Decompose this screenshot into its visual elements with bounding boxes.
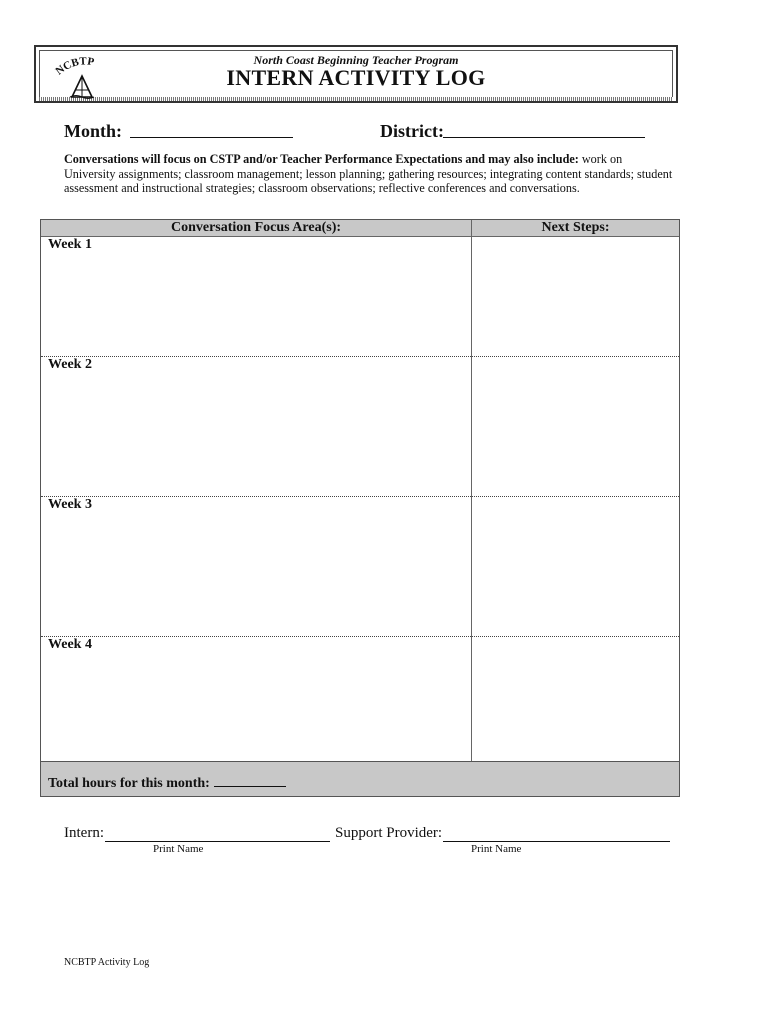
week-4-label: Week 4 <box>48 637 92 652</box>
header-conversation-focus: Conversation Focus Area(s): <box>170 220 342 235</box>
intro-text: work on University assignments; classroom management; lesson planning; gathering resources; integrating content standards; student assessment and instructional strategies; classroom observations; reflective conferences and conversations. <box>64 152 673 196</box>
week-3-label: Week 3 <box>48 497 92 512</box>
week-1-label: Week 1 <box>48 237 92 252</box>
header-box <box>34 45 678 103</box>
total-hours-field[interactable] <box>214 774 286 787</box>
row-divider <box>41 636 679 637</box>
month-label: Month: <box>64 121 122 141</box>
activity-log-table <box>40 219 680 797</box>
district-label: District: <box>380 121 444 141</box>
district-field[interactable] <box>443 137 645 138</box>
intern-label: Intern: <box>64 825 104 841</box>
total-hours-text: Total hours for this month: <box>48 776 210 791</box>
row-divider <box>41 356 679 357</box>
page-title: INTERN ACTIVITY LOG <box>226 65 486 90</box>
footer-text: NCBTP Activity Log <box>64 957 150 968</box>
total-hours-label <box>48 774 286 792</box>
column-divider <box>471 236 472 761</box>
intro-bold-text: Conversations will focus on CSTP and/or Teacher Performance Expectations and may also include: <box>64 152 579 166</box>
intern-print-name-caption: Print Name <box>153 843 204 855</box>
support-provider-label: Support Provider: <box>335 825 443 841</box>
header-next-steps: Next Steps: <box>471 220 679 236</box>
week-2-label: Week 2 <box>48 357 92 372</box>
intro-paragraph <box>64 152 676 196</box>
table-header-row <box>41 220 679 237</box>
intern-name-field[interactable] <box>105 841 330 842</box>
month-field[interactable] <box>130 137 293 138</box>
program-name: North Coast Beginning Teacher Program <box>253 53 459 67</box>
support-provider-name-field[interactable] <box>443 841 670 842</box>
total-hours-row <box>41 761 679 796</box>
provider-print-name-caption: Print Name <box>471 843 522 855</box>
svg-text:NCBTP: NCBTP <box>53 55 95 78</box>
row-divider <box>41 496 679 497</box>
header-hatch-decoration <box>39 97 673 101</box>
